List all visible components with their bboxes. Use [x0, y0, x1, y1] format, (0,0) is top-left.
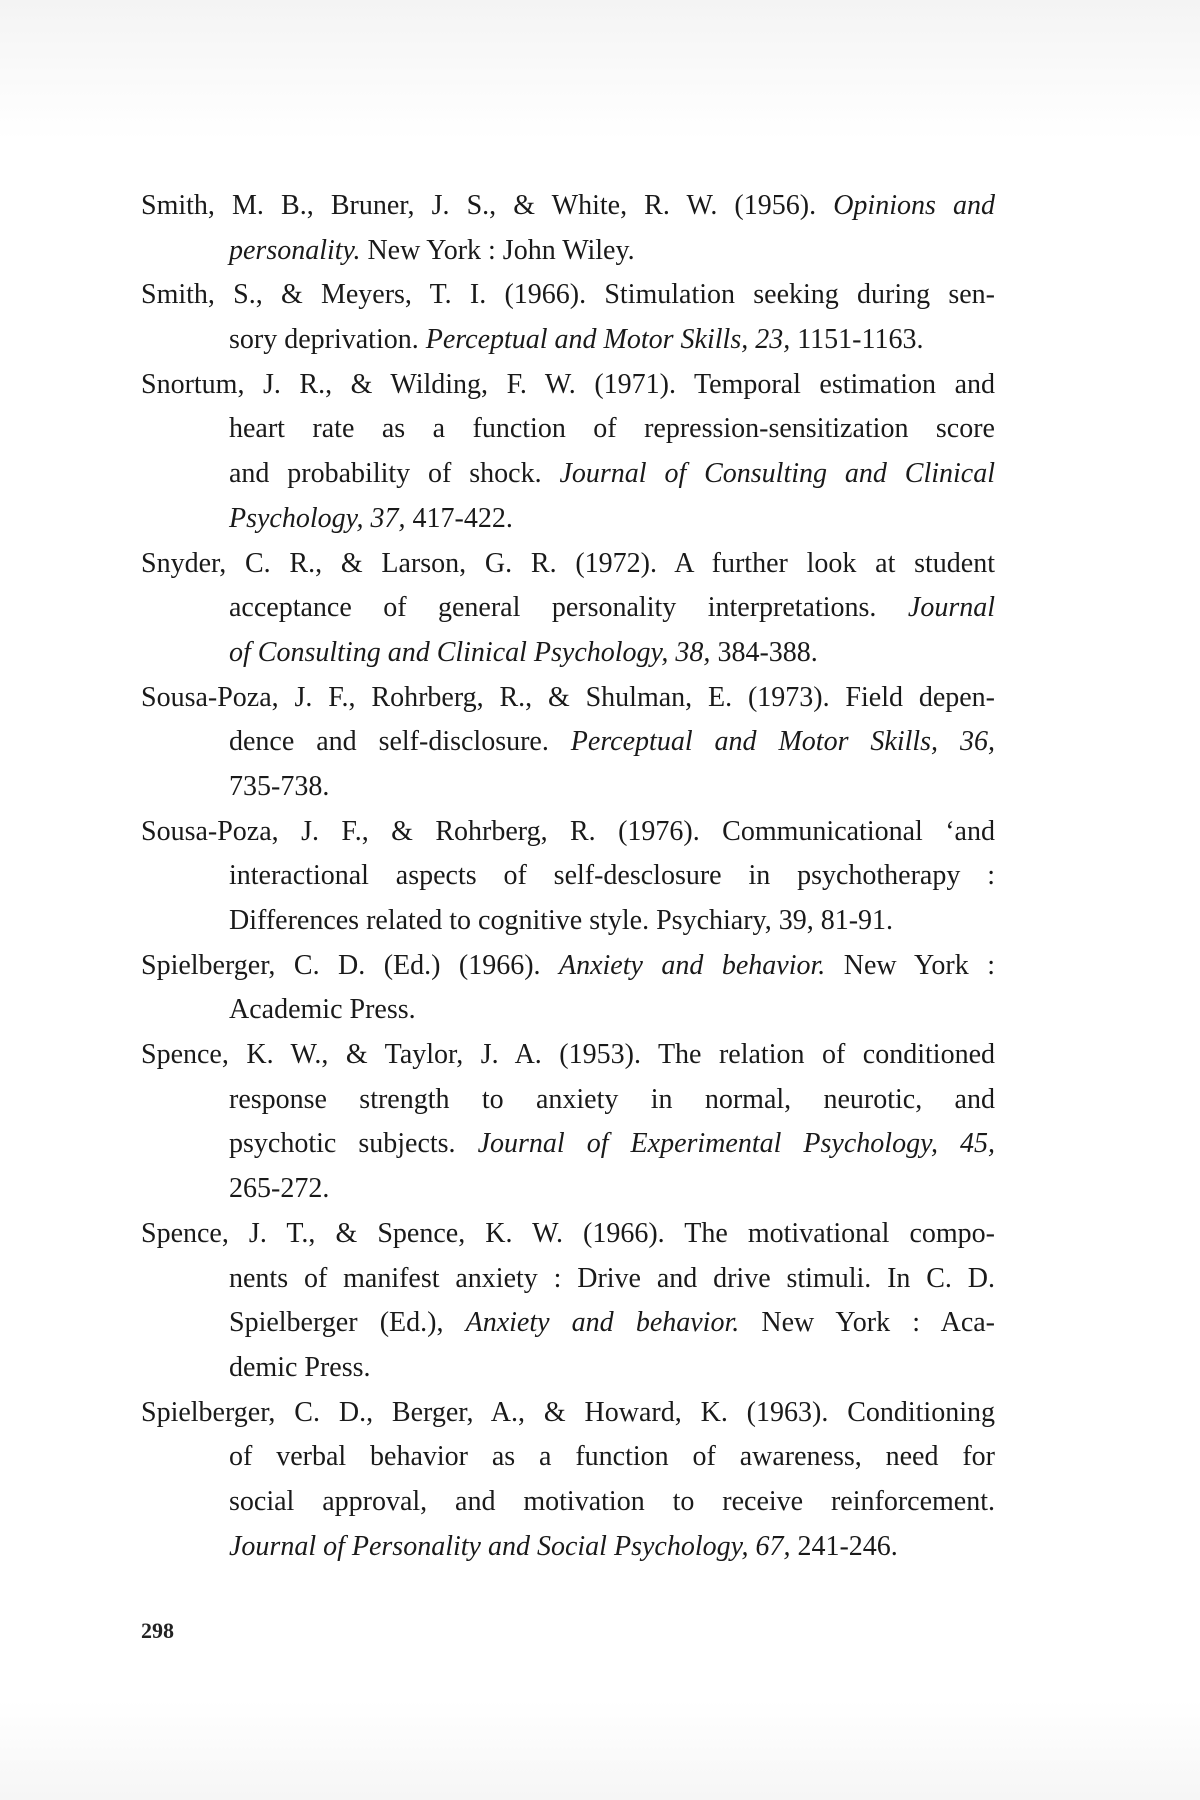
reference-source-italic: Journal	[907, 592, 995, 624]
reference-line	[141, 1346, 995, 1391]
reference-text: and probability of shock.	[229, 458, 560, 490]
reference-text: Spielberger, C. D., Berger, A., & Howard, K. (1963). Conditioning	[141, 1396, 995, 1428]
reference-source-italic: Journal of Experimental Psychology, 45,	[477, 1128, 995, 1160]
reference-source-italic: Opinions and	[833, 190, 995, 221]
reference-line	[141, 1480, 995, 1525]
reference-text: of verbal behavior as a function of awareness, need for	[229, 1441, 995, 1473]
reference-line	[141, 1301, 995, 1346]
reference-source-italic: Psychology, 37,	[229, 502, 406, 534]
reference-line	[141, 586, 995, 631]
reference-text: Differences related to cognitive style. Psychiary, 39, 81-91.	[229, 905, 894, 936]
reference-text: response strength to anxiety in normal, neurotic, and	[229, 1083, 995, 1115]
reference-entry	[141, 542, 995, 676]
reference-text: Sousa-Poza, J. F., & Rohrberg, R. (1976). Communicational ‘and	[141, 815, 995, 847]
reference-line	[141, 1122, 995, 1167]
reference-line	[141, 363, 995, 408]
reference-entry	[141, 1391, 995, 1570]
reference-line	[141, 452, 995, 497]
reference-text: Academic Press.	[229, 994, 416, 1026]
reference-line	[141, 720, 995, 765]
reference-entry	[141, 363, 995, 542]
reference-source-italic: Journal of Consulting and Clinical	[559, 458, 995, 490]
reference-source-italic: Perceptual and Motor Skills, 36,	[570, 726, 995, 758]
reference-text: 417-422.	[405, 502, 513, 534]
reference-text: interactional aspects of self-desclosure in psychotherapy :	[229, 860, 995, 892]
reference-text: 241-246.	[790, 1530, 898, 1562]
reference-entry	[141, 810, 995, 944]
reference-line	[141, 1167, 995, 1212]
reference-text: acceptance of general personality interpretations.	[229, 592, 908, 624]
reference-text: Smith, M. B., Bruner, J. S., & White, R. W. (1956).	[141, 190, 834, 221]
reference-line	[141, 1033, 995, 1078]
reference-text: Spielberger (Ed.),	[229, 1307, 466, 1339]
reference-text: sory deprivation.	[229, 324, 426, 356]
reference-text: nents of manifest anxiety : Drive and drive stimuli. In C. D.	[229, 1262, 995, 1294]
reference-text: demic Press.	[229, 1351, 371, 1383]
reference-text: Spence, J. T., & Spence, K. W. (1966). The motivational compo-	[141, 1217, 995, 1249]
reference-text: Spence, K. W., & Taylor, J. A. (1953). The relation of conditioned	[141, 1039, 995, 1071]
reference-text: 384-388.	[710, 636, 818, 668]
reference-line	[141, 273, 995, 318]
reference-text: Snyder, C. R., & Larson, G. R. (1972). A further look at student	[141, 547, 995, 579]
reference-source-italic: personality.	[229, 234, 361, 266]
reference-line	[141, 1257, 995, 1302]
reference-text: 1151-1163.	[790, 324, 924, 356]
reference-text: New York :	[825, 949, 995, 981]
reference-line	[141, 854, 995, 899]
reference-text: social approval, and motivation to receive reinforcement.	[229, 1485, 995, 1517]
reference-text: Snortum, J. R., & Wilding, F. W. (1971). Temporal estimation and	[141, 368, 995, 400]
reference-line	[141, 944, 995, 989]
reference-text: heart rate as a function of repression-sensitization score	[229, 413, 995, 445]
page-number: 298	[141, 1618, 174, 1643]
reference-entry	[141, 273, 995, 362]
reference-text: dence and self-disclosure.	[229, 726, 571, 758]
reference-source-italic: Journal of Personality and Social Psychology, 67,	[229, 1530, 791, 1562]
reference-line	[141, 1435, 995, 1480]
reference-line	[141, 407, 995, 452]
reference-line	[141, 899, 995, 944]
reference-line	[141, 988, 995, 1033]
reference-entry	[141, 944, 995, 1033]
reference-source-italic: Anxiety and behavior.	[465, 1307, 740, 1339]
reference-line	[141, 229, 995, 274]
reference-line	[141, 497, 995, 542]
reference-line	[141, 1391, 995, 1436]
reference-line	[141, 1212, 995, 1257]
reference-source-italic: Anxiety and behavior.	[559, 949, 826, 981]
reference-text: New York : Aca-	[739, 1307, 996, 1339]
reference-source-italic: Perceptual and Motor Skills, 23,	[425, 324, 791, 356]
reference-line	[141, 318, 995, 363]
reference-text: Spielberger, C. D. (Ed.) (1966).	[141, 949, 559, 981]
reference-text: Smith, S., & Meyers, T. I. (1966). Stimulation seeking during sen-	[141, 279, 995, 311]
reference-line	[141, 631, 995, 676]
reference-line	[141, 1525, 995, 1570]
reference-text: 265-272.	[229, 1173, 330, 1205]
reference-line	[141, 810, 995, 855]
reference-line	[141, 676, 995, 721]
reference-entry	[141, 676, 995, 810]
reference-entry	[141, 1212, 995, 1391]
reference-text: psychotic subjects.	[229, 1128, 478, 1160]
reference-source-italic: of Consulting and Clinical Psychology, 38,	[229, 636, 711, 668]
reference-text: New York : John Wiley.	[360, 234, 635, 266]
reference-line	[141, 765, 995, 810]
reference-line	[141, 542, 995, 587]
reference-text: 735-738.	[229, 770, 330, 802]
reference-entry	[141, 1033, 995, 1212]
reference-line	[141, 1078, 995, 1123]
reference-list	[141, 184, 995, 1569]
reference-text: Sousa-Poza, J. F., Rohrberg, R., & Shulman, E. (1973). Field depen-	[141, 681, 995, 713]
reference-entry	[141, 184, 995, 273]
reference-line	[141, 184, 995, 229]
